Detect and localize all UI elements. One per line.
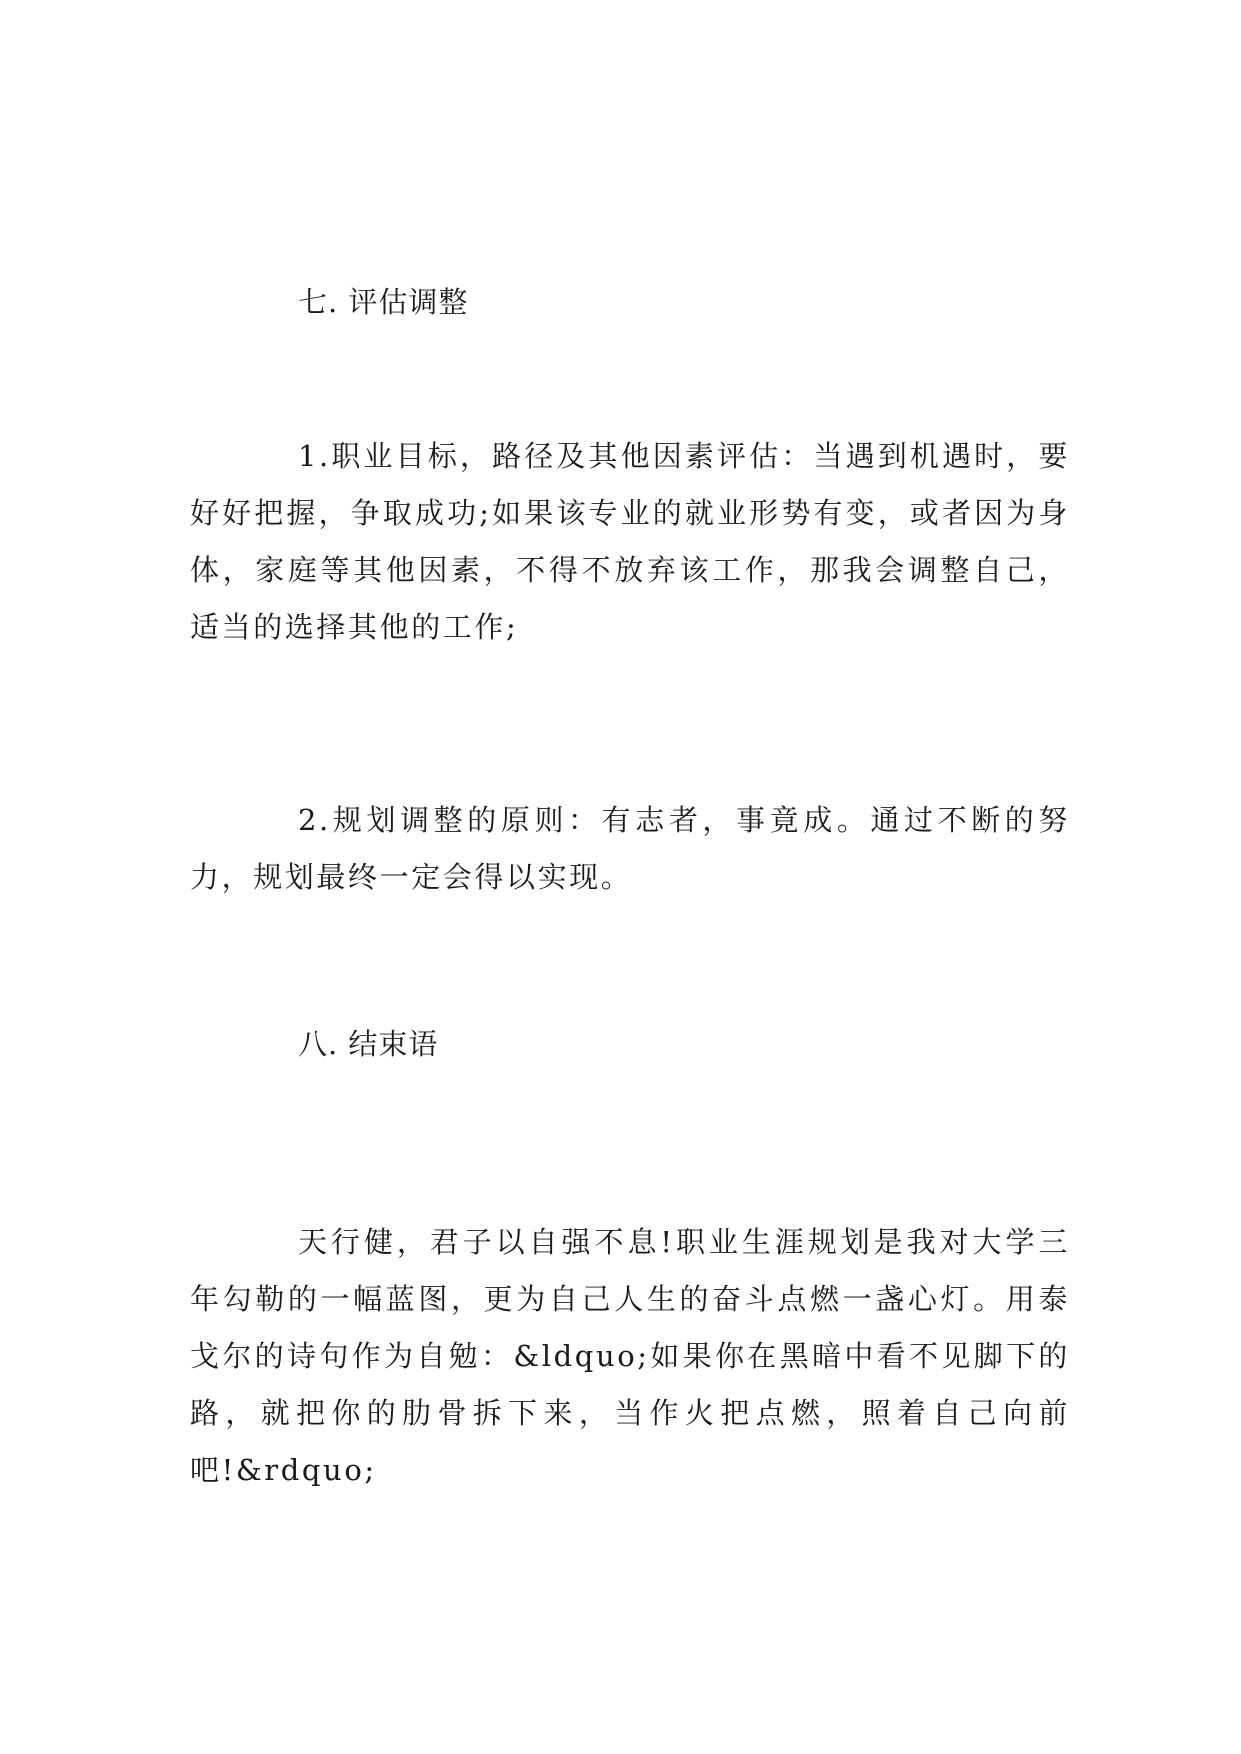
section-heading-evaluation-adjustment: 七. 评估调整: [298, 285, 469, 319]
paragraph-career-goal-evaluation: 1.职业目标，路径及其他因素评估：当遇到机遇时，要好好把握，争取成功;如果该专业的就业形势有变，或者因为身体，家庭等其他因素，不得不放弃该工作，那我会调整自己，适当的选择其他的工作;: [190, 439, 1070, 644]
paragraph-adjustment-principle: 2.规划调整的原则：有志者，事竟成。通过不断的努力，规划最终一定会得以实现。: [190, 803, 1070, 894]
paragraph-conclusion: 天行健，君子以自强不息!职业生涯规划是我对大学三年勾勒的一幅蓝图，更为自己人生的奋斗点燃一盏心灯。用泰戈尔的诗句作为自勉：&ldquo;如果你在黑暗中看不见脚下的路，就把你的肋骨拆下来，当作火把点燃，照着自己向前吧!&rdquo;: [190, 1225, 1070, 1487]
section-heading-conclusion: 八. 结束语: [298, 1027, 439, 1061]
